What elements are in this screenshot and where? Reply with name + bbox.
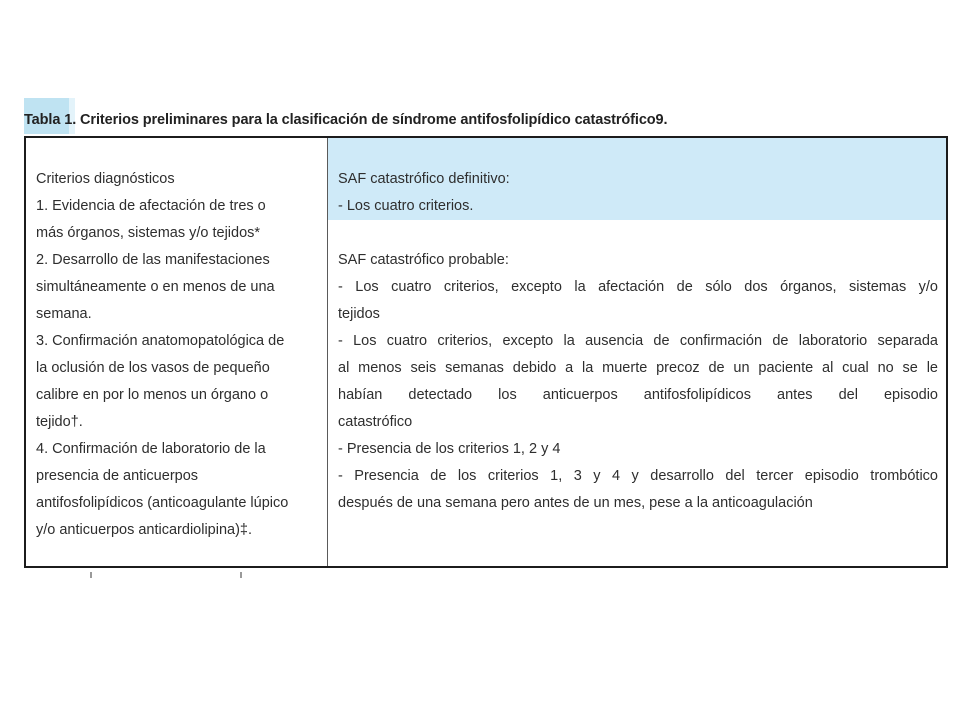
probable-line: - Presencia de los criterios 1, 3 y 4 y desarrollo del tercer episodio trombótico [338, 468, 938, 484]
criteria-table [24, 136, 948, 568]
probable-line: - Presencia de los criterios 1, 2 y 4 [338, 441, 561, 457]
criteria-line: y/o anticuerpos anticardiolipina)‡. [36, 522, 253, 538]
probable-line: tejidos [338, 306, 380, 322]
stray-mark [90, 572, 92, 578]
classification-column [328, 138, 946, 566]
probable-block [338, 247, 938, 517]
probable-line: habían detectado los anticuerpos antifosfolipídicos antes del episodio [338, 387, 938, 403]
criteria-line: 4. Confirmación de laboratorio de la [36, 441, 266, 457]
criteria-line: simultáneamente o en menos de una [36, 279, 275, 295]
definitive-block [338, 166, 938, 220]
definitive-item: - Los cuatro criterios. [338, 198, 474, 214]
criteria-line: 2. Desarrollo de las manifestaciones [36, 252, 270, 268]
table-caption [24, 98, 944, 134]
criteria-line: más órganos, sistemas y/o tejidos* [36, 225, 261, 241]
diagnostic-criteria-column [26, 138, 328, 566]
criteria-line: 3. Confirmación anatomopatológica de [36, 333, 285, 349]
criteria-heading: Criterios diagnósticos [36, 171, 175, 187]
probable-line: después de una semana pero antes de un mes, pese a la anticoagulación [338, 495, 813, 511]
criteria-line: 1. Evidencia de afectación de tres o [36, 198, 266, 214]
criteria-line: semana. [36, 306, 92, 322]
probable-title: SAF catastrófico probable: [338, 252, 509, 268]
probable-line: - Los cuatro criterios, excepto la ausencia de confirmación de laboratorio separada [338, 333, 938, 349]
criteria-line: tejido†. [36, 414, 83, 430]
criteria-line: antifosfolipídicos (anticoagulante lúpico [36, 495, 289, 511]
caption-text [24, 112, 667, 128]
caption-label: Tabla 1 [24, 112, 73, 128]
probable-line: catastrófico [338, 414, 413, 430]
probable-line: al menos seis semanas debido a la muerte precoz de un paciente al cual no se le [338, 360, 938, 376]
criteria-line: calibre en por lo menos un órgano o [36, 387, 269, 403]
probable-line: - Los cuatro criterios, excepto la afectación de sólo dos órganos, sistemas y/o [338, 279, 938, 295]
criteria-line: la oclusión de los vasos de pequeño [36, 360, 270, 376]
criteria-line: presencia de anticuerpos [36, 468, 199, 484]
stray-mark [240, 572, 242, 578]
caption-title: . Criterios preliminares para la clasificación de síndrome antifosfolipídico catastrófico9. [72, 112, 668, 128]
definitive-title: SAF catastrófico definitivo: [338, 171, 510, 187]
